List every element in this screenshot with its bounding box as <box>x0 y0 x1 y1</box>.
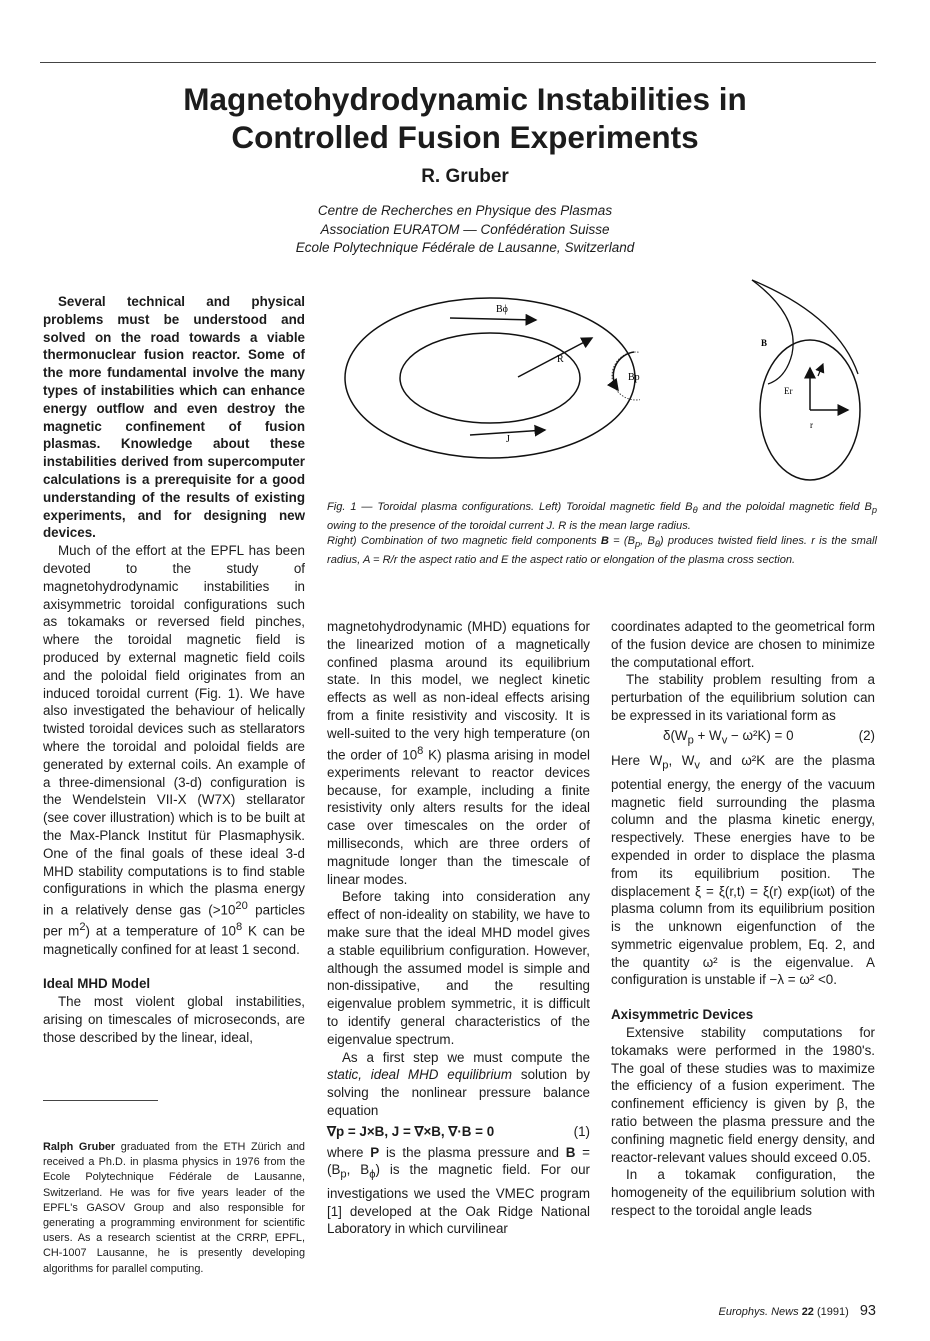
paragraph: where P is the plasma pressure and $B = (B_p$, $B_\phi$) is the magnetic field. For our investigations we used the VMEC program [1] developed at the Oak Ridge National Laboratory in which curvilinear <box>327 1144 590 1237</box>
affiliation-line: Centre de Recherches en Physique des Plasmas <box>317 203 613 218</box>
author-footnote: Ralph Gruber graduated from the ETH Zürich and received a Ph.D. in plasma physics in 1976 from the Ecole Polytechnique Fédérale de Lausanne, Switzerland. He was for five years leader of the EPFL's GASOV Group and also responsible for generating a programming environment for scientific users. As a research scientist at the CRRP, EPFL, CH-1007 Lausanne, he is presently developing algorithms for parallel computing. <box>43 1141 305 1275</box>
paragraph: Here $W_p$, $W_v$ and ω²K are the plasma potential energy, the energy of the vacuum magnetic field surrounding the plasma column and the plasma kinetic energy, respectively. These energies have to be expended in order to displace the plasma from its equilibrium position. The displacement ξ = ξ(r,t) = ξ(r) exp(iωt) of the plasma column from its equilibrium position is the unknown eigenfunction of the symmetric eigenvalue problem, Eq. 2, and the quantity ω² is the eigenvalue. A configuration is unstable if −λ = ω² <0. <box>611 753 875 988</box>
paragraph: Before taking into consideration any effect of non-ideality on stability, we have to make sure that the ideal MHD model gives a stable equilibrium configuration. However, although the assumed model is simple and non-dissipative, and the resulting eigenvalue problem symmetric, it is difficult to identify general characteristics of the eigenvalue spectrum. <box>327 889 590 1047</box>
title-line-2: Controlled Fusion Experiments <box>231 119 699 155</box>
paragraph: The stability problem resulting from a perturbation of the equilibrium solution can be expressed in its variational form as <box>611 672 875 723</box>
equation-2-number: (2) <box>858 727 875 743</box>
equation-1-number: (1) <box>573 1123 590 1139</box>
footnote-rule <box>43 1100 158 1101</box>
footnote-author: Ralph Gruber <box>43 1141 116 1153</box>
equation-1 <box>327 1123 590 1141</box>
field-line-left <box>752 280 793 384</box>
equation-1-body: ∇p = J×B, J = ∇×B, ∇·B = 0 <box>327 1123 495 1139</box>
section-heading-axisymmetric: Axisymmetric Devices <box>611 1007 754 1023</box>
paragraph: As a first step we must compute the static, ideal MHD equilibrium solution by solving the nonlinear pressure balance equation <box>327 1049 591 1118</box>
affiliation-line: Ecole Polytechnique Fédérale de Lausanne, Switzerland <box>295 240 635 255</box>
journal-year: (1991) <box>817 1306 849 1318</box>
page-number: 93 <box>859 1303 876 1319</box>
figure-twisted-field <box>730 276 866 482</box>
caption-left: Fig. 1 — Toroidal plasma configurations. Left) Toroidal magnetic field $B_\theta$ and the poloidal magnetic field $B_p$ owing to the presence of the toroidal current J. R is the mean large radius. <box>327 501 877 532</box>
caption-right: Right) Combination of two magnetic field components $B = (B_p$, $B_\theta$) produces twisted field lines. r is the small radius, A = R/r the aspect ratio and E the aspect ratio or elongation of the plasma cross section. <box>327 535 877 567</box>
journal-name: Europhys. News <box>718 1306 799 1318</box>
article-title <box>40 80 890 156</box>
affiliation <box>40 202 890 258</box>
equation-2 <box>611 727 875 750</box>
torus-inner-ellipse <box>400 333 580 423</box>
column-2 <box>327 618 590 1238</box>
figure-caption <box>327 500 877 569</box>
equation-2-body: $\delta(W_p + W_v - \omega^2K) = 0$ <box>663 727 794 747</box>
author-name: R. Gruber <box>421 166 509 187</box>
paragraph: In a tokamak configuration, the homogeneity of the equilibrium solution with respect to the toroidal angle leads <box>611 1167 875 1219</box>
top-rule <box>40 62 876 63</box>
bp-label: Bp <box>628 372 640 383</box>
b-label: B <box>761 338 768 348</box>
figure-torus <box>340 290 640 470</box>
journal-volume: 22 <box>801 1306 814 1318</box>
paragraph: Much of the effort at the EPFL has been devoted to the study of magnetohydrodynamic instabilities in axisymmetric toroidal configurations such as tokamaks or reversed field pinches, where the toroidal magnetic field is produced by external magnetic field coils and the poloidal field originates from an induced toroidal current (Fig. 1). We have also investigated the behaviour of helically twisted toroidal devices such as stellarators where the toroidal and poloidal fields are generated by external coils. An example of a three-dimensional (3-d) configuration is the Wendelstein VII-X (W7X) stellarator (see cover illustration) which is to be built at the Max-Planck Institut für Plasmaphysik. One of the final goals of these ideal 3-d MHD stability computations is to find stable configurations in which the plasma energy in a relatively dense gas ($>10^{20}$ particles per $m^2$) at a temperature of $10^8$ K can be magnetically confined for at least 1 second. <box>43 543 306 957</box>
column-3 <box>611 618 875 1220</box>
radius-arrow <box>518 338 592 377</box>
affiliation-line: Association EURATOM — Confédération Suisse <box>320 221 610 237</box>
paragraph: magnetohydrodynamic (MHD) equations for the linearized motion of a magnetically confined plasma around its equilibrium state. In this model, we neglect kinetic effects as well as non-ideal effects arising from a finite resistivity and viscosity. It is well-suited to the very high temperature (on the order of $10^8$ K) plasma arising in model experiments relevant to reactor devices because, for example, including a finite resistivity only alters results for the ideal case over timescales on the order of milliseconds, which are three orders of magnitude longer than the timescale of linear modes. <box>327 619 590 887</box>
b-arrow <box>818 364 823 376</box>
paragraph: coordinates adapted to the geometrical form of the fusion device are chosen to minimize the computational effort. <box>611 619 875 670</box>
er-label: Er <box>784 386 793 396</box>
bphi-label: Bϕ <box>496 304 508 315</box>
paragraph: Extensive stability computations for tokamaks were performed in the 1980's. The goal of these studies was to maximize the efficiency of a fusion experiment. The confinement efficiency is given by β, the ratio between the plasma pressure and the confining magnetic field energy density, and reactor-relevant values should exceed 0.05. <box>611 1025 875 1165</box>
page-footer <box>719 1303 876 1319</box>
r-label: r <box>810 420 813 430</box>
column-1 <box>43 293 305 1047</box>
title-line-1: Magnetohydrodynamic Instabilities in <box>183 81 747 117</box>
abstract: Several technical and physical problems must be understood and solved on the road towards a viable thermonuclear fusion reactor. Some of the more fundamental involve the many types of instabilities which can enhance energy outflow and even destroy the magnetic confinement of fusion plasmas. Knowledge about these instabilities derived from supercomputer calculations is a prerequisite for a good understanding of the results of existing experiments, and for designing new devices. <box>43 294 305 541</box>
bphi-arrow <box>450 318 536 320</box>
section-heading-ideal-mhd: Ideal MHD Model <box>43 976 151 992</box>
radius-label: R <box>557 354 564 365</box>
paragraph: The most violent global instabilities, arising on timescales of microseconds, are those described by the linear, ideal, <box>43 994 305 1045</box>
current-label: J <box>506 434 510 445</box>
